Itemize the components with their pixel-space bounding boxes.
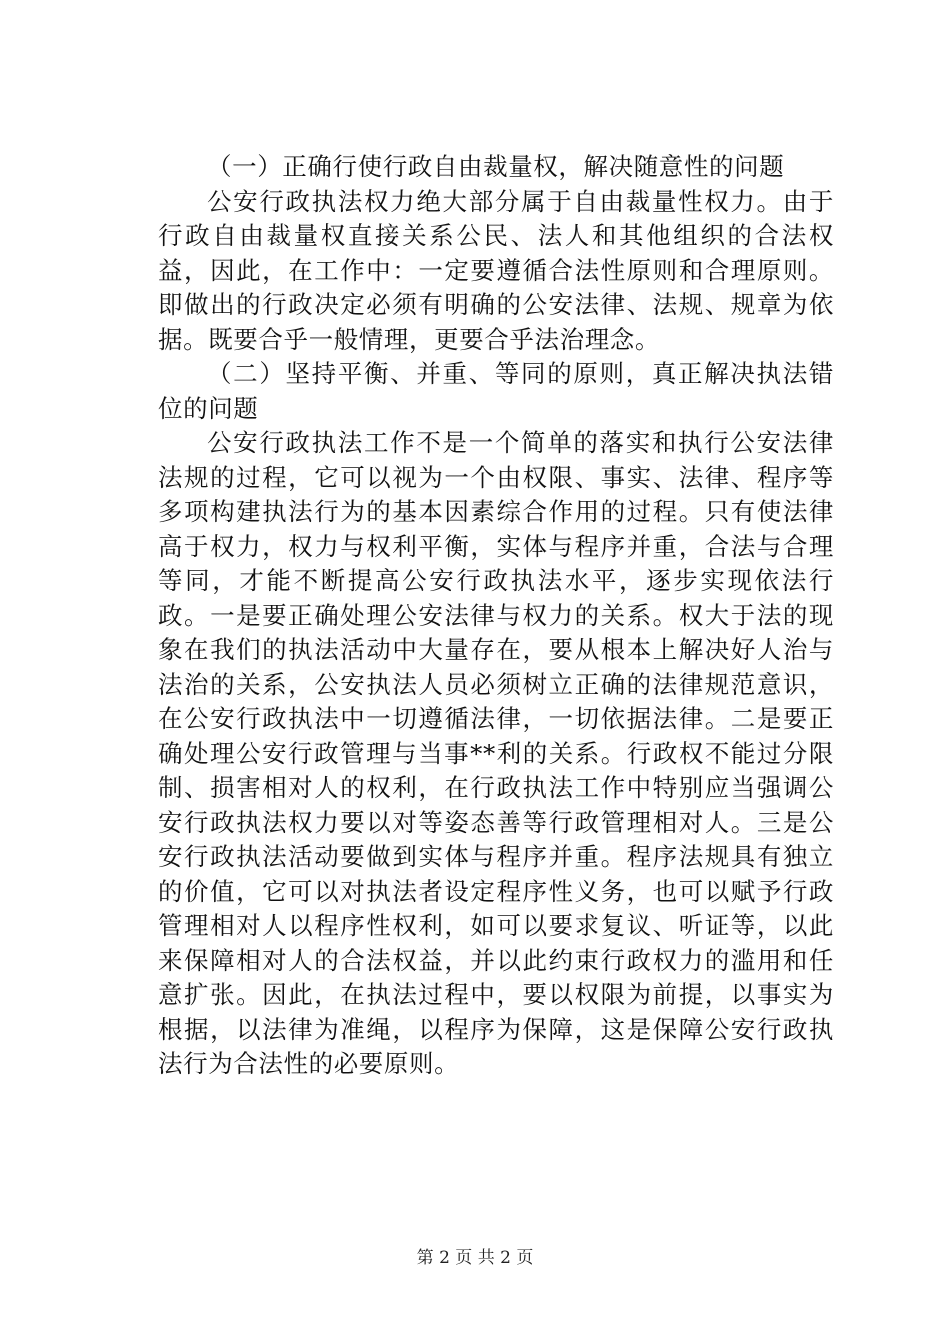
page-number-footer: 第 2 页 共 2 页	[416, 1248, 534, 1268]
body-paragraph-1: 公安行政执法权力绝大部分属于自由裁量性权力。由于行政自由裁量权直接关系公民、法人和其他组织的合法权益，因此，在工作中：一定要遵循合法性原则和合理原则。即做出的行政决定必须有明确的公安法律、法规、规章为依据。既要合乎一般情理，更要合乎法治理念。	[158, 186, 834, 354]
section-heading-2: （二）坚持平衡、并重、等同的原则，真正解决执法错位的问题	[158, 359, 834, 423]
section-heading-1: （一）正确行使行政自由裁量权，解决随意性的问题	[207, 152, 785, 181]
body-paragraph-2: 公安行政执法工作不是一个简单的落实和执行公安法律法规的过程，它可以视为一个由权限、事实、法律、程序等多项构建执法行为的基本因素综合作用的过程。只有使法律高于权力，权力与权利平衡，实体与程序并重，合法与合理等同，才能不断提高公安行政执法水平，逐步实现依法行政。一是要正确处理公安法律与权力的关系。权大于法的现象在我们的执法活动中大量存在，要从根本上解决好人治与法治的关系，公安执法人员必须树立正确的法律规范意识，在公安行政执法中一切遵循法律，一切依据法律。二是要正确处理公安行政管理与当事**利的关系。行政权不能过分限制、损害相对人的权利，在行政执法工作中特别应当强调公安行政执法权力要以对等姿态善等行政管理相对人。三是公安行政执法活动要做到实体与程序并重。程序法规具有独立的价值，它可以对执法者设定程序性义务，也可以赋予行政管理相对人以程序性权利，如可以要求复议、听证等，以此来保障相对人的合法权益，并以此约束行政权力的滥用和任意扩张。因此，在执法过程中，要以权限为前提，以事实为根据，以法律为准绳，以程序为保障，这是保障公安行政执法行为合法性的必要原则。	[158, 428, 834, 1078]
document-body	[158, 150, 834, 1082]
